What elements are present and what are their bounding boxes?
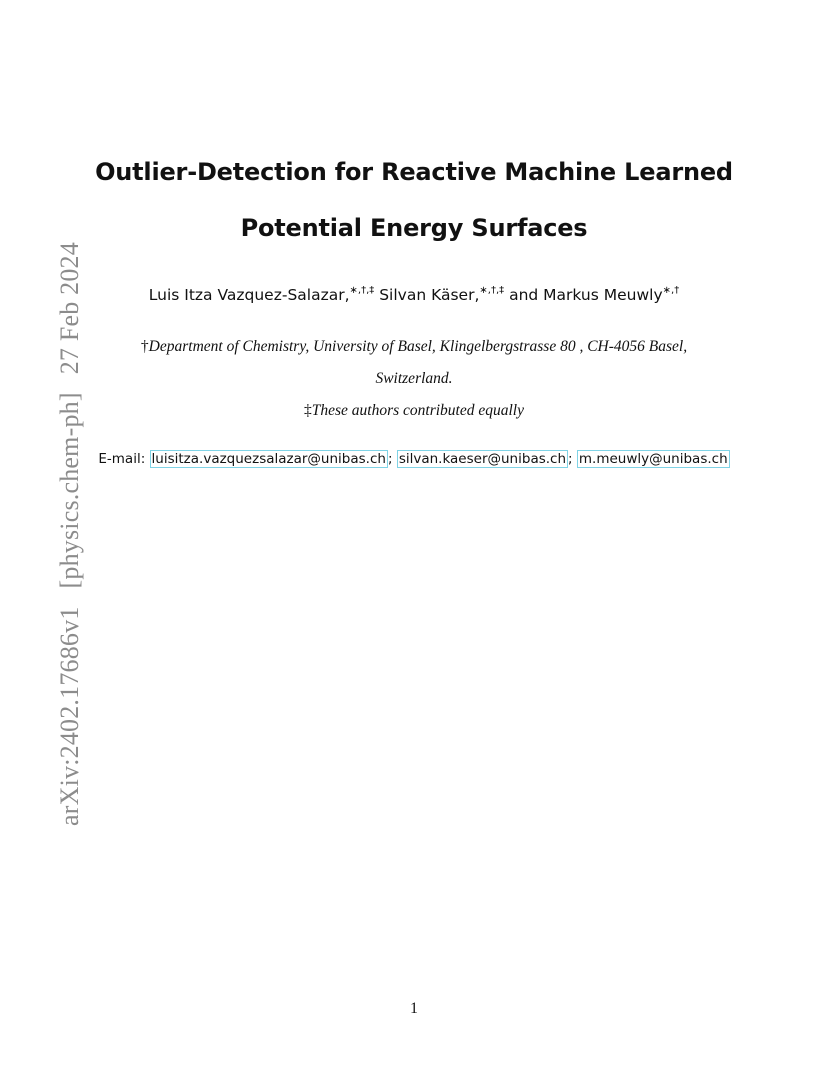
arxiv-category: [physics.chem-ph] [55, 392, 84, 589]
email-link-vazquez-salazar[interactable]: luisitza.vazquezsalazar@unibas.ch [151, 451, 386, 467]
affiliation-line-2: Switzerland. [375, 370, 453, 387]
author-list [0, 286, 828, 304]
email-label: E-mail: [98, 451, 146, 467]
author-marks: ∗,†,‡ [349, 285, 375, 296]
equal-contribution-text: These authors contributed equally [311, 402, 524, 419]
paper-title-line-2: Potential Energy Surfaces [240, 214, 588, 242]
arxiv-id: arXiv:2402.17686v1 [55, 606, 84, 826]
equal-contribution-note [0, 402, 828, 420]
affiliation-mark: † [140, 338, 149, 355]
affiliation-text: Department of Chemistry, University of Basel, Klingelbergstrasse 80 , CH-4056 Basel, [148, 338, 688, 355]
paper-title-line-1: Outlier-Detection for Reactive Machine Learned [95, 158, 733, 186]
author-marks: ∗,† [662, 285, 680, 296]
equal-contribution-mark: ‡ [304, 402, 312, 419]
email-line [0, 451, 828, 467]
arxiv-side-stamp [55, 242, 85, 826]
author-name: Luis Itza Vazquez-Salazar, [148, 286, 350, 304]
email-separator: ; [387, 451, 393, 467]
email-link-meuwly[interactable]: m.meuwly@unibas.ch [578, 451, 728, 467]
affiliation-line-1 [0, 338, 828, 356]
author-marks: ∗,†,‡ [479, 285, 505, 296]
author-name: Silvan Käser, [379, 286, 480, 304]
email-link-kaeser[interactable]: silvan.kaeser@unibas.ch [398, 451, 567, 467]
author-name: and Markus Meuwly [509, 286, 663, 304]
page-number: 1 [410, 1000, 418, 1017]
arxiv-date: 27 Feb 2024 [55, 242, 84, 375]
email-separator: ; [568, 451, 573, 467]
